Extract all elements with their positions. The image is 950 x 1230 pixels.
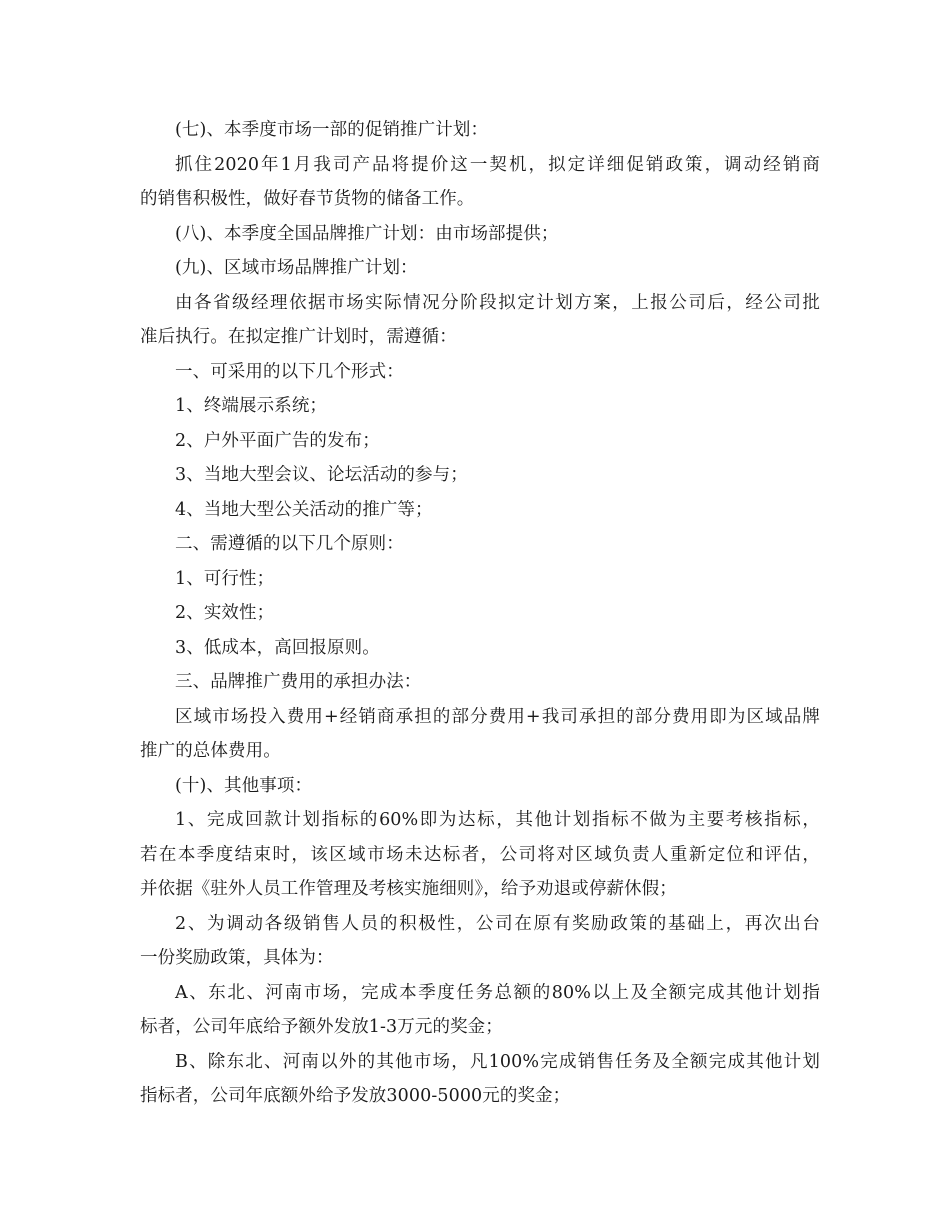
paragraph-line: 抓住2020年1月我司产品将提价这一契机，拟定详细促销政策，调动经销商 [175,154,820,175]
list-item: 1、终端展示系统； [175,396,328,416]
list-item: 1、可行性； [175,568,275,589]
paragraph-line: 由各省级经理依据市场实际情况分阶段拟定计划方案，上报公司后，经公司批 [175,292,820,313]
paragraph-line: B、除东北、河南以外的其他市场，凡100%完成销售任务及全额完成其他计划 [175,1051,820,1072]
paragraph-line: 准后执行。在拟定推广计划时，需遵循： [140,327,457,347]
subheading-costs: 三、品牌推广费用的承担办法： [175,672,422,692]
paragraph-line: 并依据《驻外人员工作管理及考核实施细则》，给予劝退或停薪休假； [140,879,677,899]
subheading-forms: 一、可采用的以下几个形式： [175,361,404,382]
list-item: 4、当地大型公关活动的推广等； [175,499,433,520]
list-item: 2、实效性； [175,603,275,623]
section-heading-eight: (八)、本季度全国品牌推广计划：由市场部提供； [175,223,559,244]
section-heading-seven: (七)、本季度市场一部的促销推广计划： [175,120,489,140]
paragraph-line: 若在本季度结束时，该区域市场未达标者，公司将对区域负责人重新定位和评估， [140,844,820,865]
paragraph-line: 的销售积极性，做好春节货物的储备工作。 [140,189,475,209]
paragraph-line: 一份奖励政策，具体为： [140,948,334,968]
paragraph-line: 推广的总体费用。 [140,741,281,761]
section-heading-ten: (十)、其他事项： [175,775,313,796]
paragraph-line: 标者，公司年底给予额外发放1-3万元的奖金； [140,1017,503,1037]
paragraph-line: 区域市场投入费用+经销商承担的部分费用+我司承担的部分费用即为区域品牌 [175,706,820,727]
paragraph-line: A、东北、河南市场，完成本季度任务总额的80%以上及全额完成其他计划指 [175,982,820,1003]
paragraph-line: 2、为调动各级销售人员的积极性，公司在原有奖励政策的基础上，再次出台 [175,913,820,934]
paragraph-line: 1、完成回款计划指标的60%即为达标，其他计划指标不做为主要考核指标， [175,810,820,830]
list-item: 3、低成本，高回报原则。 [175,637,380,658]
document-body [140,113,820,1114]
section-heading-nine: (九)、区域市场品牌推广计划： [175,258,418,278]
list-item: 3、当地大型会议、论坛活动的参与； [175,465,468,485]
subheading-principles: 二、需遵循的以下几个原则： [175,534,404,554]
list-item: 2、户外平面广告的发布； [175,430,380,451]
paragraph-line: 指标者，公司年底额外给予发放3000-5000元的奖金； [140,1086,571,1106]
